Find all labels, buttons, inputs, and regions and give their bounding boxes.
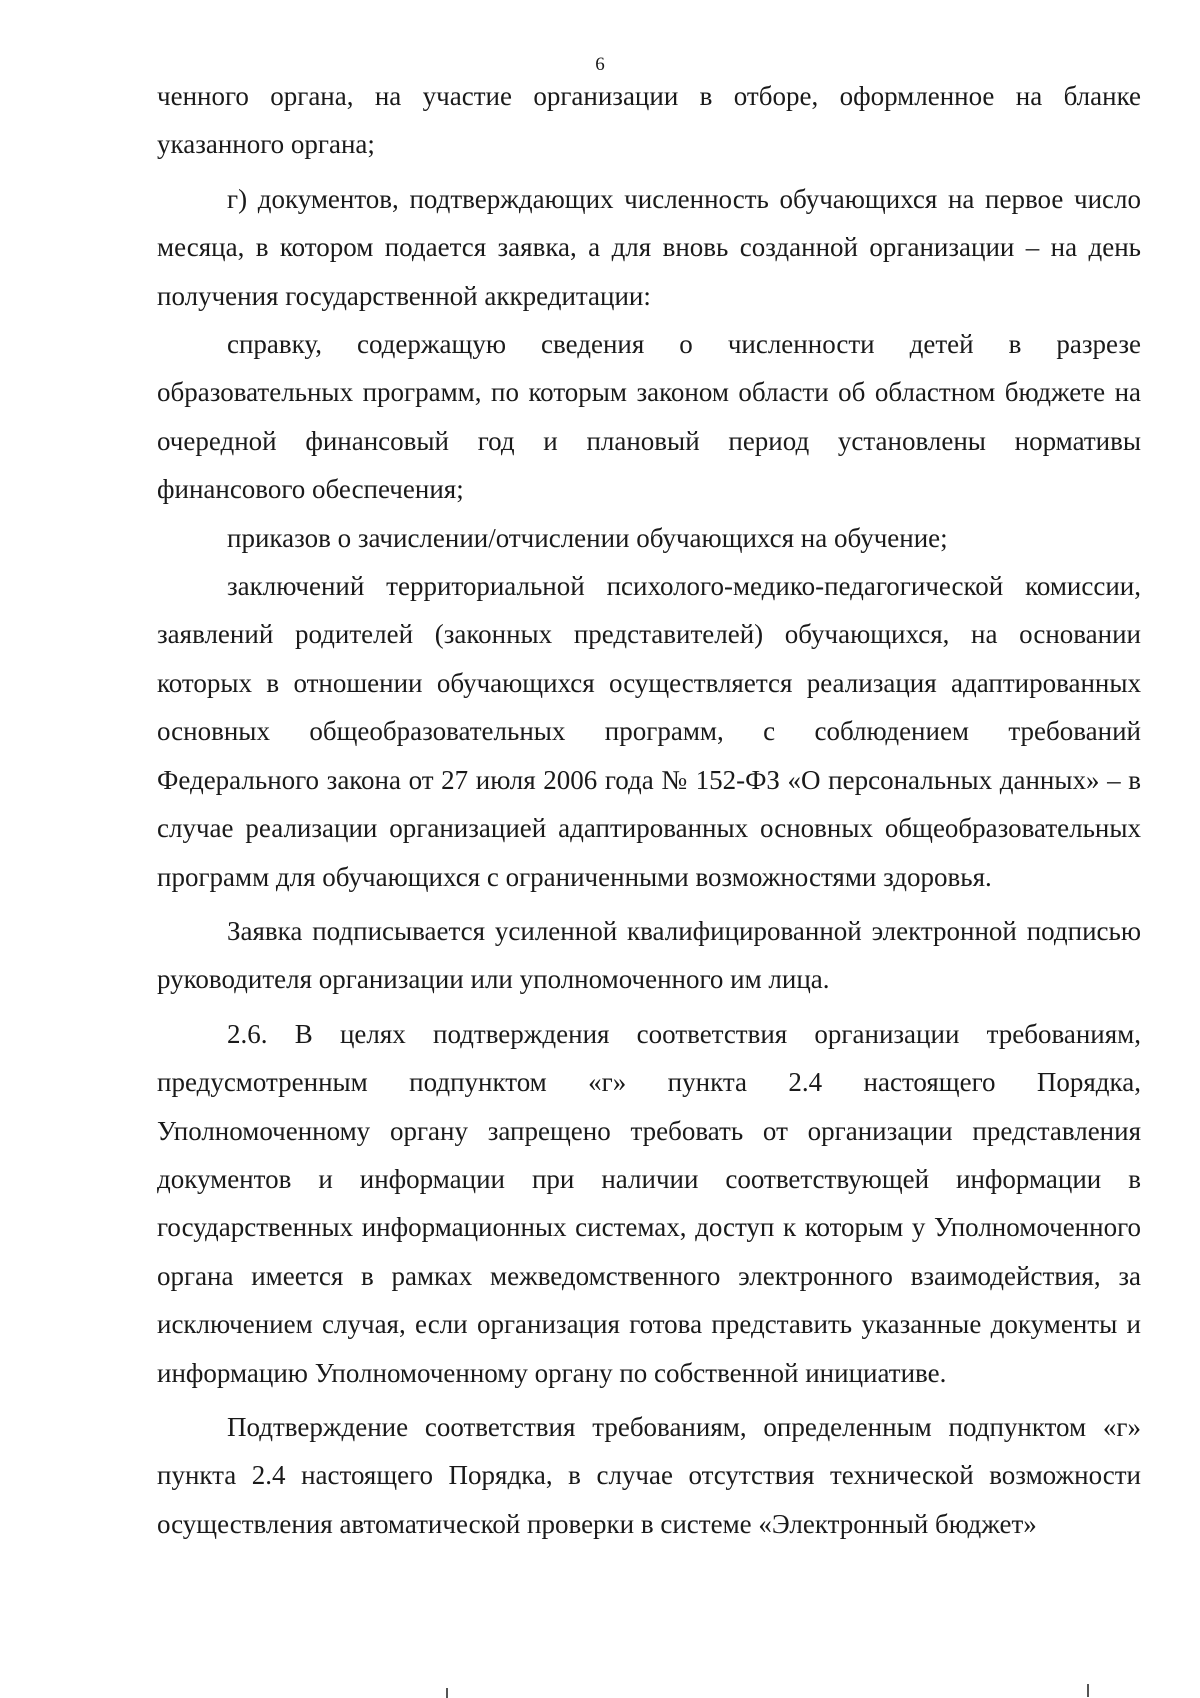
paragraph-2-6: 2.6. В целях подтверждения соответствия организации требованиям, предусмотренным подпунктом «г» пункта 2.4 настоящего Порядка, Уполномоченному органу запрещено требовать от организации представления документов и информации при наличии соответствующей информации в государственных информационных системах, доступ к которым у Уполномоченного органа имеется в рамках межведомственного электронного взаимодействия, за исключением случая, если организация готова представить указанные документы и информацию Уполномоченному органу по собственной инициативе. xyxy=(157,1018,1141,1388)
paragraph-reference: справку, содержащую сведения о численности детей в разрезе образовательных программ, по которым законом области об областном бюджете на очередной финансовый год и плановый период установлены нормативы финансового обеспечения; xyxy=(157,329,1141,505)
paragraph-orders: приказов о зачислении/отчислении обучающихся на обучение; xyxy=(227,522,948,553)
scan-artifact-mark xyxy=(1087,1684,1089,1697)
paragraph-signature: Заявка подписывается усиленной квалифицированной электронной подписью руководителя организации или уполномоченного им лица. xyxy=(157,915,1141,995)
paragraph-continuation: ченного органа, на участие организации в отборе, оформленное на бланке указанного органа; xyxy=(157,81,1141,160)
paragraph-item-g: г) документов, подтверждающих численность обучающихся на первое число месяца, в котором подается заявка, а для вновь созданной организации – на день получения государственной аккредитации: xyxy=(157,183,1141,311)
paragraph-confirmation: Подтверждение соответствия требованиям, определенным подпунктом «г» пункта 2.4 настоящего Порядка, в случае отсутствия технической возможности осуществления автоматической проверки в системе «Электронный бюджет» xyxy=(157,1411,1141,1539)
document-body xyxy=(157,72,1141,1548)
page-number: 6 xyxy=(595,54,605,75)
paragraph-conclusions: заключений территориальной психолого-медико-педагогической комиссии, заявлений родителей (законных представителей) обучающихся, на основании которых в отношении обучающихся осуществляется реализация адаптированных основных общеобразовательных программ, с соблюдением требований Федерального закона от 27 июля 2006 года № 152-ФЗ «О персональных данных» – в случае реализации организацией адаптированных основных общеобразовательных программ для обучающихся с ограниченными возможностями здоровья. xyxy=(157,571,1141,892)
